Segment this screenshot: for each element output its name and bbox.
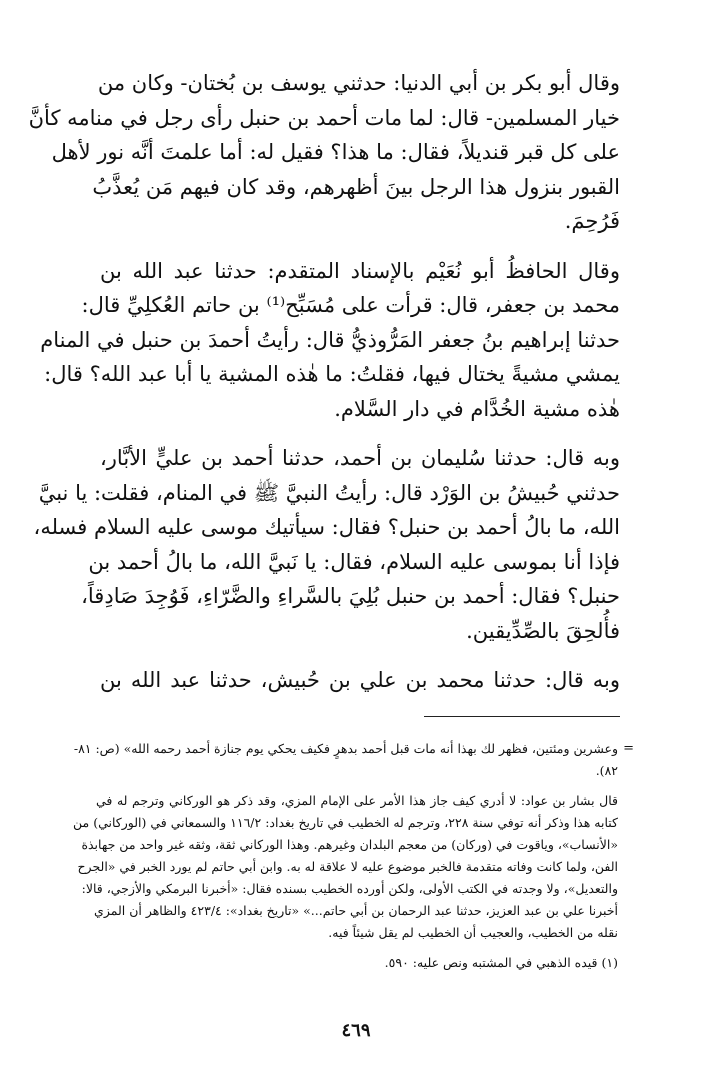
text-line: وقال الحافظُ أبو نُعَيْم بالإسناد المتقدم: حدثنا عبد الله بن	[100, 258, 620, 283]
text-line: الله، ما بالُ أحمد بن حنبل؟ فقال: سيأتيك موسى عليه السلام فسله،	[33, 515, 620, 539]
text-line: وبه قال: حدثنا محمد بن علي بن حُبيش، حدثنا عبد الله بن	[100, 668, 620, 692]
footnote-line: أخبرنا علي بن عبد العزيز، حدثنا عبد الرحمان بن أبي حاتم...» «تاريخ بغداد»: ٤٢٣/٤ والظاهر أن المزي	[94, 903, 618, 918]
editor-comment	[73, 790, 618, 944]
footnote-separator	[424, 716, 620, 717]
footnote-1	[96, 952, 618, 974]
footnote-line: (١) قيده الذهبي في المشتبه ونص عليه: ٥٩٠.	[384, 955, 618, 970]
footnote-line: الفن، ولما كانت وفاته متقدمة فالخبر موضوع عليه لا علاقة له به. وابن أبي حاتم لم يورد الخبر في «الجرح	[77, 859, 618, 874]
text-line: حدثني حُبيشُ بن الوَرْد قال: رأيتُ النبيَّ ﷺ في المنام، فقلت: يا نبيَّ	[38, 480, 620, 505]
paragraph-3	[33, 441, 620, 648]
text-line: حنبل؟ فقال: أحمد بن حنبل بُلِيَ بالسَّراءِ والضَّرّاءِ، فَوُجِدَ صَادِقاً،	[81, 584, 620, 608]
text-line: القبور بنزول هذا الرجل بينَ أظهرهم، وقد كان فيهم مَن يُعذَّبُ	[92, 174, 620, 199]
main-text	[28, 66, 620, 713]
text-line: فإذا أنا بموسى عليه السلام، فقال: يا نَبيَّ الله، ما بالُ أحمد بن	[88, 549, 620, 574]
paragraph-1	[28, 66, 620, 239]
footnote-line: كتابه هذا وذكر أنه توفي سنة ٢٢٨، وترجم له الخطيب في تاريخ بغداد: ١١٦/٢ والسمعاني في (الوركاني) من	[73, 815, 618, 830]
text-line: فَرُحِمَ.	[564, 209, 620, 233]
text-line: حدثنا إبراهيم بنُ جعفر المَرُّوذيُّ قال: رأيتُ أحمدَ بن حنبل في المنام	[40, 327, 620, 352]
paragraph-4	[100, 663, 620, 698]
page-number: ٤٦٩	[341, 1020, 371, 1041]
text-line: وبه قال: حدثنا سُليمان بن أحمد، حدثنا أحمد بن عليٍّ الأبَّار،	[100, 446, 620, 470]
text-line: محمد بن جعفر، قال: قرأت على مُسَبِّح⁽¹⁾ بن حاتم العُكلِيِّ قال:	[81, 293, 620, 317]
footnote-line: والتعديل»، ولا وجدته في الكتب الأولى، ولكن أورده الخطيب بسنده فقال: «أخبرنا البرمكي والأزجي، قالا:	[81, 881, 618, 896]
footnote-line: «الأنساب»، وياقوت في (وركان) من معجم البلدان وغيرهم. وهذا الوركاني ثقة، وثقه غير واحد من جهابذة	[81, 837, 618, 852]
paragraph-2	[40, 254, 620, 427]
text-line: خيار المسلمين- قال: لما مات أحمد بن حنبل رأى رجل في منامه كأنَّ	[28, 105, 620, 130]
text-line: هٰذه مشية الخُدَّام في دار السَّلام.	[334, 396, 620, 421]
footnote-line: ٨٢).	[595, 763, 618, 778]
text-line: يمشي مشيةً يختال فيها، فقلتُ: ما هٰذه المشية يا أبا عبد الله؟ قال:	[44, 362, 620, 386]
footnote-line: وعشرين ومئتين، فظهر لك بهذا أنه مات قبل أحمد بدهرٍ فكيف يحكي يوم جنازة أحمد رحمه الله» (ص: ٨١-	[73, 741, 618, 756]
footnote-continuation	[73, 738, 634, 782]
footnotes	[73, 738, 634, 982]
footnote-line: قال بشار بن عواد: لا أدري كيف جاز هذا الأمر على الإمام المزي، وقد ذكر هو الوركاني وترجم له في	[96, 793, 618, 808]
text-line: فأُلحِقَ بالصِّدِّيقين.	[466, 618, 620, 643]
continuation-marker: =	[623, 741, 634, 756]
text-line: وقال أبو بكر بن أبي الدنيا: حدثني يوسف بن بُختان- وكان من	[97, 71, 620, 95]
footnote-line: نقله من الخطيب، والعجيب أن الخطيب لم يقل شيئاً فيه.	[328, 925, 618, 940]
text-line: على كل قبر قنديلاً، فقال: ما هذا؟ فقيل له: أما علمتَ أنَّه نور لأهل	[51, 140, 620, 164]
